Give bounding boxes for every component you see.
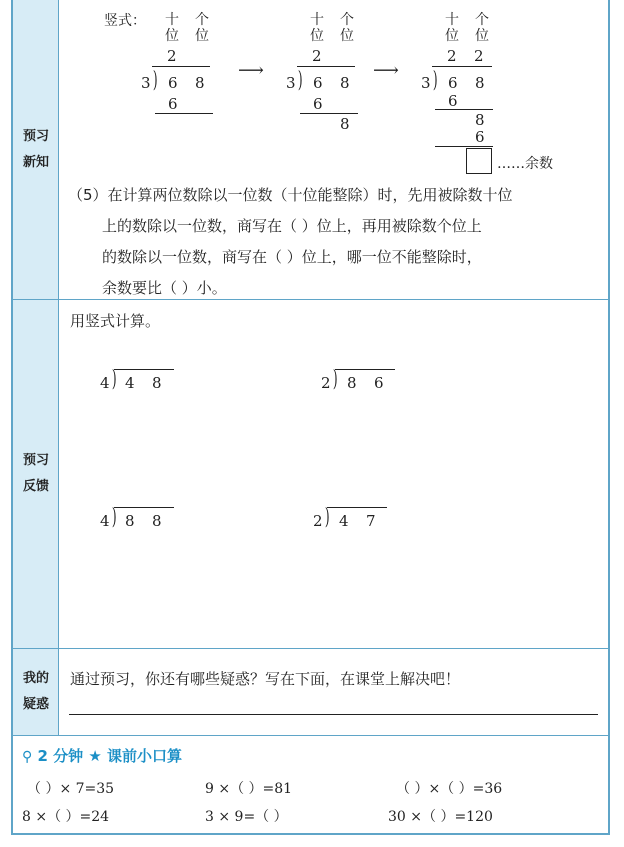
divisor: 2 (321, 374, 331, 392)
dividend-ones: 6 (374, 374, 384, 392)
section-divider (11, 648, 610, 649)
division-bar (114, 507, 174, 508)
feedback-instruction: 用竖式计算。 (70, 312, 161, 330)
quotient-digit: 2 (447, 47, 457, 65)
dividend-tens: 6 (448, 74, 458, 92)
dividend-tens: 6 (313, 74, 323, 92)
dividend-tens: 8 (125, 512, 135, 530)
rule-paragraph: （5）在计算两位数除以一位数（十位能整除）时，先用被除数十位 上的数除以一位数，商写在（ ）位上，再用被除数个位上 的数除以一位数，商写在（ ）位上，哪一位不能整除时， 余数要比（ ）小。 (68, 186, 513, 297)
dividend-tens: 6 (168, 74, 178, 92)
search-icon: ⚲ (22, 749, 33, 765)
divisor: 3 (421, 74, 431, 92)
bring-down-digit: 8 (340, 115, 350, 133)
subtraction-line (435, 146, 493, 147)
dividend-ones: 8 (195, 74, 205, 92)
equation: 9 ×（ ）=81 (205, 781, 293, 797)
tens-place-label: 十 位 (445, 12, 459, 44)
bring-down-digit: 8 (475, 111, 485, 129)
equation: 30 ×（ ）=120 (388, 809, 493, 825)
division-bar (297, 66, 355, 67)
tens-place-label: 十 位 (165, 12, 179, 44)
equation: 8 ×（ ）=24 (22, 809, 110, 825)
divisor: 4 (100, 512, 110, 530)
equation: （ ）×（ ）=36 (396, 781, 503, 797)
mental-math-title: ⚲ 2 分钟 ★ 课前小口算 (22, 747, 183, 765)
section-label-preview-new: 预习 新知 (22, 129, 49, 170)
arrow-icon: ⟶ (373, 60, 399, 81)
division-bar (335, 369, 395, 370)
subtraction-line (300, 113, 358, 114)
dividend-ones: 8 (152, 374, 162, 392)
dividend-tens: 4 (339, 512, 349, 530)
vertical-label: 竖式： (104, 13, 146, 29)
division-bracket: ) (297, 68, 303, 93)
dividend-tens: 4 (125, 374, 135, 392)
questions-prompt: 通过预习，你还有哪些疑惑？写在下面，在课堂上解决吧！ (70, 670, 461, 688)
dividend-ones: 8 (152, 512, 162, 530)
equation: （ ）× 7=35 (27, 781, 115, 797)
division-bracket: ) (111, 367, 117, 392)
divisor: 3 (286, 74, 296, 92)
remainder-label: ……余数 (497, 156, 553, 172)
division-bracket: ) (324, 505, 330, 530)
page-frame (11, 0, 610, 735)
division-bracket: ) (152, 68, 158, 93)
dividend-ones: 8 (340, 74, 350, 92)
arrow-icon: ⟶ (238, 60, 264, 81)
division-bracket: ) (332, 367, 338, 392)
division-bar (432, 66, 492, 67)
divisor: 2 (313, 512, 323, 530)
section-label-my-questions: 我的 疑惑 (22, 671, 49, 712)
divisor: 3 (141, 74, 151, 92)
quotient-digit: 2 (474, 47, 484, 65)
product-digit: 6 (475, 128, 485, 146)
dividend-ones: 7 (366, 512, 376, 530)
subtraction-line (155, 113, 213, 114)
product-digit: 6 (313, 95, 323, 113)
division-bar (152, 66, 210, 67)
product-digit: 6 (448, 92, 458, 110)
dividend-tens: 8 (347, 374, 357, 392)
quotient-digit: 2 (167, 47, 177, 65)
dividend-ones: 8 (475, 74, 485, 92)
ones-place-label: 个 位 (195, 12, 209, 44)
section-label-preview-feedback: 预习 反馈 (22, 453, 49, 494)
product-digit: 6 (168, 95, 178, 113)
division-bar (327, 507, 387, 508)
division-bracket: ) (111, 505, 117, 530)
ones-place-label: 个 位 (340, 12, 354, 44)
division-bracket: ) (432, 68, 438, 93)
quotient-digit: 2 (312, 47, 322, 65)
answer-line[interactable] (69, 714, 598, 715)
division-bar (114, 369, 174, 370)
subtraction-line (435, 109, 493, 110)
ones-place-label: 个 位 (475, 12, 489, 44)
remainder-box (466, 148, 492, 174)
equation: 3 × 9=（ ） (205, 809, 288, 825)
tens-place-label: 十 位 (310, 12, 324, 44)
divisor: 4 (100, 374, 110, 392)
